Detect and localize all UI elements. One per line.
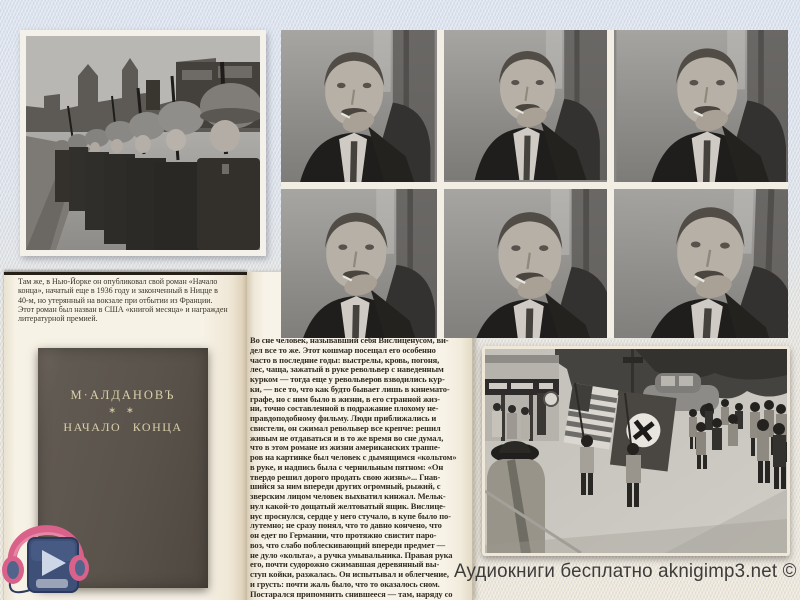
portrait-smoking-frame-1 [281,30,437,182]
portrait-smoking-frame-4 [281,189,437,338]
photo-grid [281,30,788,338]
text-line: курком — тогда еще у револьверов взводились кур- [250,375,445,384]
text-line: Постарался припомнить снившееся — там, наряду со [250,589,453,599]
text-line: воз, что слабо поблескивающий впереди предмет — [250,540,446,550]
text-line: правдоподобному фильму. Люди приближались и [250,414,437,423]
soldiers-illustration [26,36,260,250]
text-line: свистели, он сжимал револьвер все крепче: решил [250,423,441,433]
text-line: дел все то же. Этот кошмар посещал его особенно [250,345,436,355]
text-line: ки, — все то, что как будто бывает лишь в кинемато- [250,384,450,394]
portrait-smoking-frame-5 [444,189,607,338]
book-cover-author: М·АЛДАНОВЪ [70,388,176,402]
novel-history-paragraph [18,277,236,323]
site-caption: Аудиокниги бесплатно aknigimp3.net © [454,560,797,582]
march-illustration [485,349,787,553]
text-line: часто в последние годы: выстрелы, кровь, погоня, [250,355,440,365]
portrait-illustration [281,30,435,182]
text-line: Во сне человек, называвший себя Вислиценусом, ви- [250,336,449,345]
text-line: зверским лицом человек выхватил кинжал. Мельк- [250,492,446,501]
headphones-play-icon [0,502,90,597]
text-line: ни, точно составленной в подражание плохому не- [250,404,439,414]
portrait-illustration [614,189,788,338]
text-line: не дуло «кольта», а ручка умывальника. Правая рука [250,550,453,560]
banner-flag [610,391,677,472]
portrait-illustration [444,189,607,338]
novel-excerpt-text [250,336,471,600]
text-line: лутемно; не сразу понял, что то давно кончено, что [250,521,442,531]
text-line: нул какой-то дощатый желтоватый ящик. Вислице- [250,501,446,511]
text-line: литературной премией. [18,314,98,324]
text-line: он едет по Германии, что протяжно свистит паро- [250,531,437,540]
text-line: ров на картинке был человек с дымящимся «кольтом» [250,453,457,462]
text-line: и грусть: почти жаль было, что то оказалось сном. [250,579,440,589]
text-line: шийся за ним впереди других огромный, рыжий, с [250,482,441,492]
portrait-illustration [616,30,788,182]
book-cover-title: НАЧАЛО КОНЦА [63,420,183,434]
text-line: что в этом романе из жизни американских траппе- [250,443,441,453]
text-line: нус проснулся, сердце у него стучало, в купе было по- [250,511,451,521]
text-line: Этот роман был назван в США «книгой месяца» и награжден [18,304,228,314]
portrait-smoking-frame-2 [444,30,607,182]
text-line: лес, чаща, зажатый в руке револьвер с наведенным [250,365,444,375]
portrait-illustration [281,189,437,338]
portrait-smoking-frame-6 [614,189,788,338]
text-line: Там же, в Нью-Йорке он опубликовал свой роман «Начало [18,277,218,286]
red-square-parade-photo [20,30,266,256]
portrait-smoking-frame-3 [614,30,788,182]
bund-march-with-flags-photo [482,346,790,556]
text-line: конца», начатый еще в 1936 году и законченный в Ницце в [18,286,218,296]
text-line: 40-м, но утерянный на вокзале при отбытии из Франции. [18,295,213,305]
text-line: в руке, и надпись была с чернильным пятном: «Он [250,462,444,472]
text-line: его, почти судорожно сжимавшая деревянный вы- [250,560,440,570]
book-cover-ornament: ∗ ∗ [108,405,138,415]
text-line: твердо решил дорого продать свою жизнь»... Гнав- [250,472,441,482]
portrait-illustration [444,30,607,180]
audiobook-player-icon[interactable] [0,502,90,597]
text-line: графе, но с ним было в жизни, в его странной жиз- [250,394,440,404]
text-line: живым не отдаваться и в то же время во сне думал, [250,433,444,443]
text-line: ступ койки, разжалась. Он испытывал и облегчение, [250,570,449,579]
